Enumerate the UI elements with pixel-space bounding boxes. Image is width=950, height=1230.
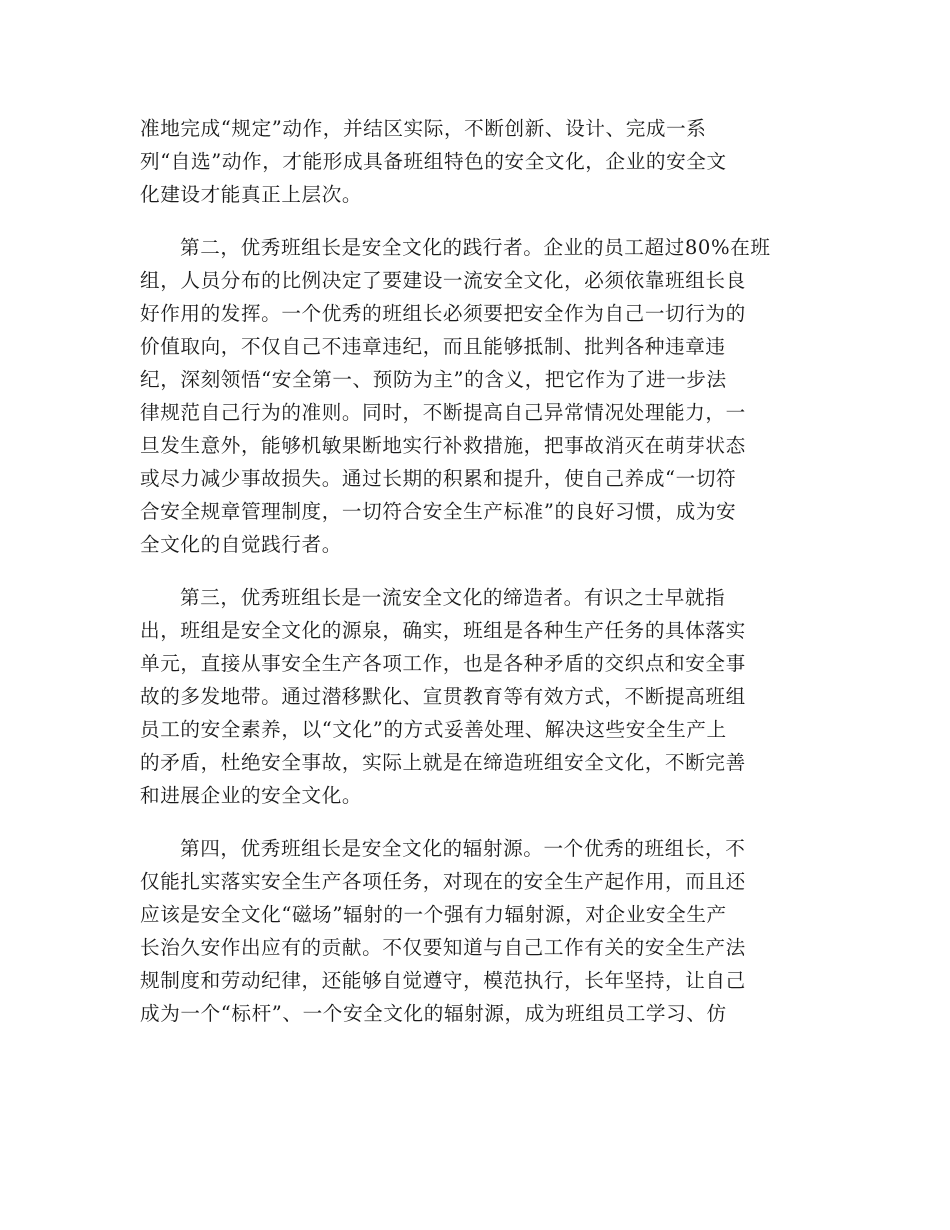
paragraph-1: [140, 112, 812, 211]
paragraph-gap: [140, 211, 812, 231]
paragraph-line: 第二，优秀班组长是安全文化的践行者。企业的员工超过80%在班: [180, 236, 771, 259]
paragraph-gap: [140, 561, 812, 581]
paragraph-line: 或尽力减少事故损失。通过长期的积累和提升，使自己养成“一切符: [140, 467, 737, 490]
paragraph-line: 长治久安作出应有的贡献。不仅要知道与自己工作有关的安全生产法: [140, 936, 746, 959]
paragraph-line: 单元，直接从事安全生产各项工作，也是各种矛盾的交织点和安全事: [140, 652, 746, 675]
paragraph-line: 故的多发地带。通过潜移默化、宣贯教育等有效方式，不断提高班组: [140, 685, 746, 708]
paragraph-gap: [140, 812, 812, 832]
paragraph-line: 第四，优秀班组长是安全文化的辐射源。一个优秀的班组长，不: [180, 837, 746, 860]
paragraph-3: [140, 581, 812, 812]
paragraph-4: [140, 832, 812, 1030]
paragraph-line: 组，人员分布的比例决定了要建设一流安全文化，必须依靠班组长良: [140, 269, 746, 292]
paragraph-line: 律规范自己行为的准则。同时，不断提高自己异常情况处理能力，一: [140, 401, 746, 424]
paragraph-line: 价值取向，不仅自己不违章违纪，而且能够抵制、批判各种违章违: [140, 335, 726, 358]
paragraph-line: 列“自选”动作，才能形成具备班组特色的安全文化，企业的安全文: [140, 150, 727, 173]
paragraph-line: 纪，深刻领悟“安全第一、预防为主”的含义，把它作为了进一步法: [140, 368, 727, 391]
paragraph-line: 化建设才能真正上层次。: [140, 183, 363, 206]
paragraph-line: 旦发生意外，能够机敏果断地实行补救措施，把事故消灭在萌芽状态: [140, 434, 746, 457]
paragraph-line: 的矛盾，杜绝安全事故，实际上就是在缔造班组安全文化，不断完善: [140, 751, 746, 774]
paragraph-line: 员工的安全素养，以“文化”的方式妥善处理、解决这些安全生产上: [140, 718, 727, 741]
paragraph-line: 和进展企业的安全文化。: [140, 784, 363, 807]
document-body: [140, 112, 812, 1030]
paragraph-line: 全文化的自觉践行者。: [140, 533, 342, 556]
paragraph-line: 成为一个“标杆”、一个安全文化的辐射源，成为班组员工学习、仿: [140, 1002, 727, 1025]
paragraph-line: 好作用的发挥。一个优秀的班组长必须要把安全作为自己一切行为的: [140, 302, 746, 325]
paragraph-2: [140, 231, 812, 561]
paragraph-line: 规制度和劳动纪律，还能够自觉遵守，模范执行，长年坚持，让自己: [140, 969, 746, 992]
paragraph-line: 出，班组是安全文化的源泉，确实，班组是各种生产任务的具体落实: [140, 619, 746, 642]
paragraph-line: 仅能扎实落实安全生产各项任务，对现在的安全生产起作用，而且还: [140, 870, 746, 893]
paragraph-line: 第三，优秀班组长是一流安全文化的缔造者。有识之士早就指: [180, 586, 726, 609]
paragraph-line: 准地完成“规定”动作，并结区实际，不断创新、设计、完成一系: [140, 117, 707, 140]
paragraph-line: 应该是安全文化“磁场”辐射的一个强有力辐射源，对企业安全生产: [140, 903, 727, 926]
paragraph-line: 合安全规章管理制度，一切符合安全生产标准”的良好习惯，成为安: [140, 500, 737, 523]
